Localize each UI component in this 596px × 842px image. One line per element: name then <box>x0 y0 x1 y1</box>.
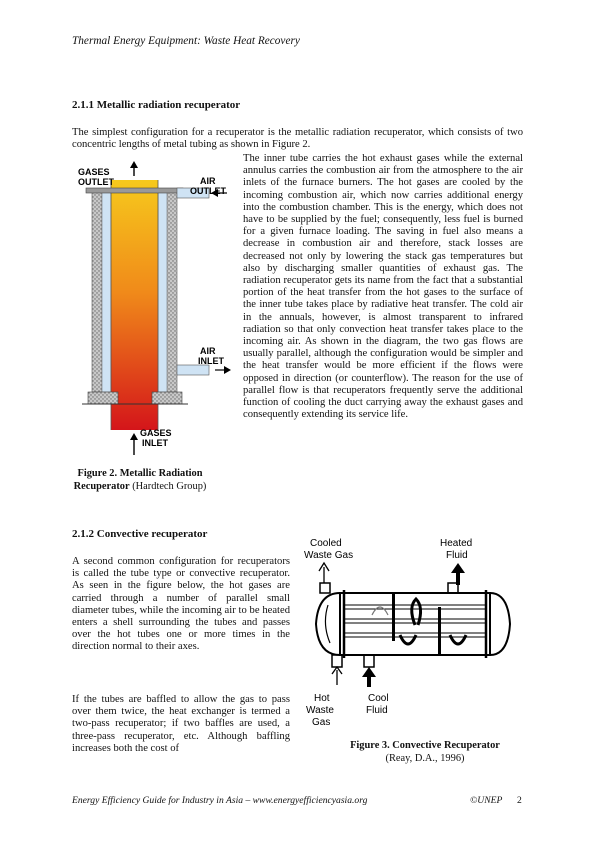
label-heated-1: Heated <box>440 538 473 549</box>
label-gases-outlet-2: OUTLET <box>78 177 114 187</box>
figure2-caption-source: (Hardtech Group) <box>129 481 207 492</box>
label-heated-2: Fluid <box>446 550 468 561</box>
footer-left: Energy Efficiency Guide for Industry in Asia – www.energyefficiencyasia.org <box>72 795 368 806</box>
label-air-outlet-1: AIR <box>200 176 216 186</box>
metallic-radiation-recuperator-figure <box>72 160 237 460</box>
label-air-outlet-2: OUTLET <box>190 186 226 196</box>
section-heading-211: 2.1.1 Metallic radiation recuperator <box>72 99 241 111</box>
label-cooled-1: Cooled <box>310 538 342 549</box>
label-cool-2: Fluid <box>366 705 388 716</box>
figure2-caption <box>50 467 230 493</box>
label-air-inlet-2: INLET <box>198 356 224 366</box>
label-gases-inlet-1: GASES <box>140 428 172 438</box>
label-hot-2: Waste <box>306 705 334 716</box>
figure2-caption-bold-2: Recuperator <box>73 481 130 492</box>
label-hot-3: Gas <box>312 717 331 728</box>
label-hot-1: Hot <box>314 693 330 704</box>
figure3-caption <box>330 739 520 765</box>
intro-paragraph: The simplest configuration for a recuperator is the metallic radiation recuperator, which consists of two concentric lengths of metal tubing as shown in Figure 2. <box>72 127 523 151</box>
label-cooled-2: Waste Gas <box>304 550 354 561</box>
running-header: Thermal Energy Equipment: Waste Heat Recovery <box>72 35 300 47</box>
page-number: 2 <box>517 795 522 806</box>
radiation-body-paragraph: The inner tube carries the hot exhaust gases while the external annulus carries the combustion air from the atmosphere to the air inlets of the furnace burners. The hot gases are cooled by the incoming combustion air, which now carries additional energy into the combustion chamber. This is the energy, which does not have to be supplied by the fuel; consequently, less fuel is burned for a given furnace loading. The saving in fuel also means a decrease in combustion air and therefore, stack losses are decreased not only by lowering the stack gas temperatures but also by discharging smaller quantities of exhaust gas. The radiation recuperator gets its name from the fact that a substantial portion of the heat transfer from the hot gases to the surface of the inner tube takes place by radiative heat transfer. The cold air in the annuals, however, is almost transparent to infrared radiation so that only convection heat transfer takes place to the incoming air. As shown in the diagram, the two gas flows are usually parallel, although the configuration would be simpler and the heat transfer would be more efficient if the flows were opposed in direction (or counterflow). The reason for the use of parallel flow is that recuperators frequently serve the additional function of cooling the duct carrying away the exhaust gases and consequently extending its service life. <box>243 153 523 421</box>
label-gases-inlet-2: INLET <box>142 438 168 448</box>
section-heading-212: 2.1.2 Convective recuperator <box>72 528 208 540</box>
convective-paragraph-1: A second common configuration for recuperators is called the tube type or convective recuperator. As seen in the figure below, the hot gases are carried through a number of parallel small diameter tubes, while the incoming air to be heated enters a shell surrounding the tubes and passes over the hot tubes one or more times in the direction normal to their axes. <box>72 556 290 653</box>
label-cool-1: Cool <box>368 693 389 704</box>
label-gases-outlet-1: GASES <box>78 167 110 177</box>
label-air-inlet-1: AIR <box>200 346 216 356</box>
convective-paragraph-2: If the tubes are baffled to allow the gas to pass over them twice, the heat exchanger is termed a two-pass recuperator; if two baffles are used, a three-pass recuperator, etc. Although baffling increases both the cost of <box>72 694 290 754</box>
footer-copyright: ©UNEP <box>470 795 503 806</box>
convective-recuperator-figure <box>300 535 515 735</box>
figure2-caption-bold-1: Figure 2. Metallic Radiation <box>77 468 203 479</box>
figure3-caption-bold: Figure 3. Convective Recuperator <box>350 740 500 751</box>
figure3-caption-source: (Reay, D.A., 1996) <box>385 753 465 764</box>
